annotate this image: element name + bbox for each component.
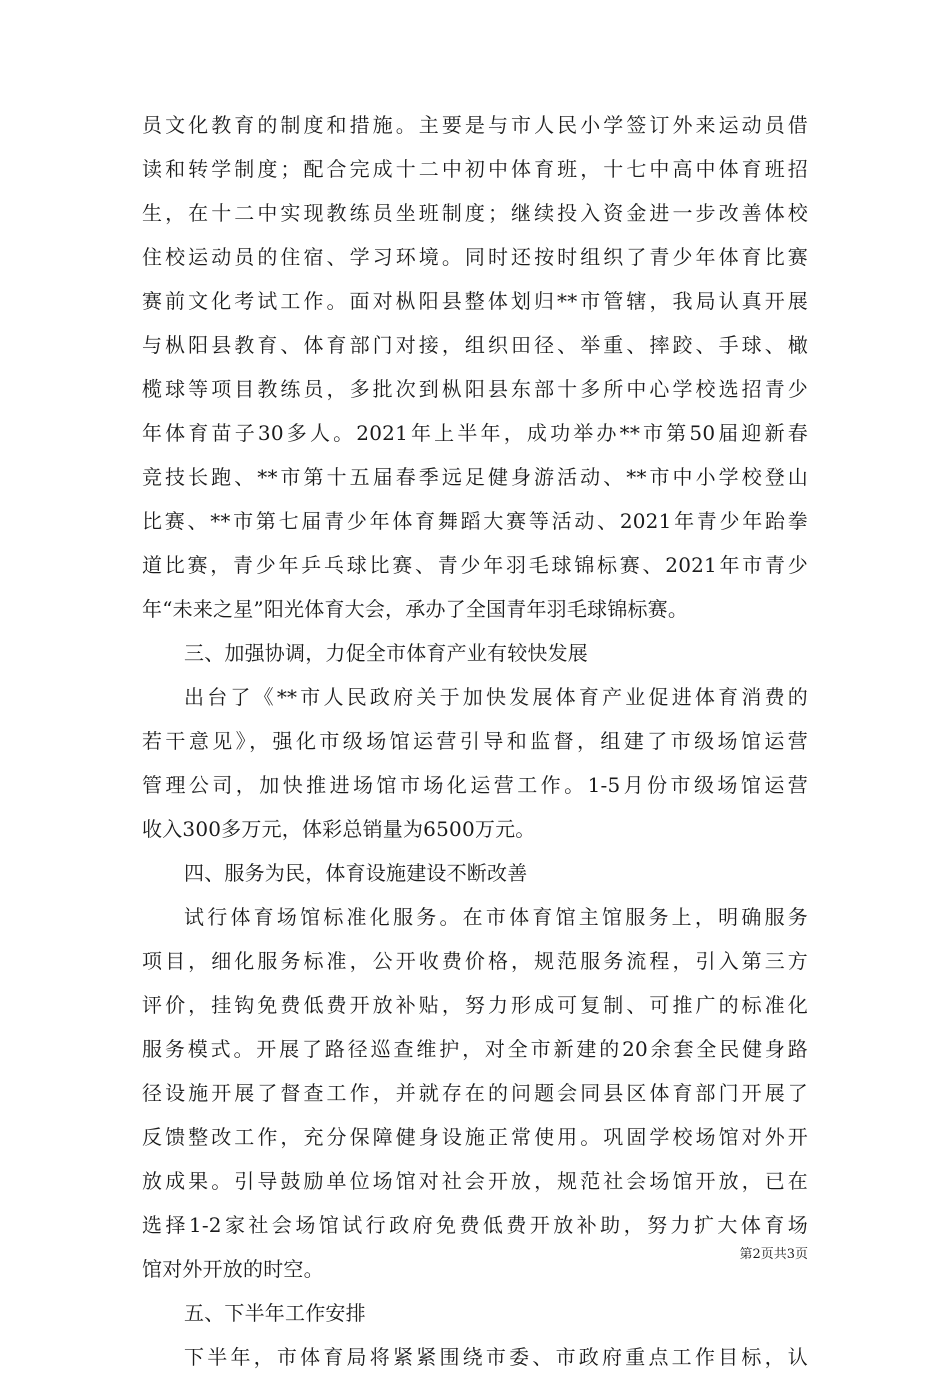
text-line: 反馈整改工作，充分保障健身设施正常使用。巩固学校场馆对外开 (142, 1125, 808, 1149)
document-body (142, 103, 808, 1379)
text-line: 年“未来之星”阳光体育大会，承办了全国青年羽毛球锦标赛。 (142, 597, 689, 621)
text-line: 出台了《**市人民政府关于加快发展体育产业促进体育消费的 (184, 685, 808, 709)
text-line: 赛前文化考试工作。面对枞阳县整体划归**市管辖，我局认真开展 (142, 289, 808, 313)
text-line: 选择1-2家社会场馆试行政府免费低费开放补助，努力扩大体育场 (142, 1213, 808, 1237)
text-line: 道比赛，青少年乒乓球比赛、青少年羽毛球锦标赛、2021年市青少 (142, 553, 808, 577)
text-line: 下半年，市体育局将紧紧围绕市委、市政府重点工作目标，认 (184, 1345, 808, 1369)
text-line: 榄球等项目教练员，多批次到枞阳县东部十多所中心学校选招青少 (142, 377, 808, 401)
text-line: 若干意见》，强化市级场馆运营引导和监督，组建了市级场馆运营 (142, 729, 808, 753)
page-number-footer: 第2页共3页 (739, 1247, 808, 1262)
text-line: 径设施开展了督查工作，并就存在的问题会同县区体育部门开展了 (142, 1081, 808, 1105)
text-line: 评价，挂钩免费低费开放补贴，努力形成可复制、可推广的标准化 (142, 993, 808, 1017)
text-line: 员文化教育的制度和措施。主要是与市人民小学签订外来运动员借 (142, 113, 808, 137)
text-line: 与枞阳县教育、体育部门对接，组织田径、举重、摔跤、手球、橄 (142, 333, 808, 357)
section-heading-4: 四、服务为民，体育设施建设不断改善 (184, 861, 528, 885)
text-line: 管理公司，加快推进场馆市场化运营工作。1-5月份市级场馆运营 (142, 773, 808, 797)
text-line: 比赛、**市第七届青少年体育舞蹈大赛等活动、2021年青少年跆拳 (142, 509, 808, 533)
text-line: 项目，细化服务标准，公开收费价格，规范服务流程，引入第三方 (142, 949, 808, 973)
text-line: 放成果。引导鼓励单位场馆对社会开放，规范社会场馆开放，已在 (142, 1169, 808, 1193)
text-line: 收入300多万元，体彩总销量为6500万元。 (142, 817, 536, 841)
text-line: 服务模式。开展了路径巡查维护，对全市新建的20余套全民健身路 (142, 1037, 808, 1061)
text-line: 住校运动员的住宿、学习环境。同时还按时组织了青少年体育比赛 (142, 245, 808, 269)
text-line: 竞技长跑、**市第十五届春季远足健身游活动、**市中小学校登山 (142, 465, 808, 489)
section-heading-3: 三、加强协调，力促全市体育产业有较快发展 (184, 641, 588, 665)
text-line: 试行体育场馆标准化服务。在市体育馆主馆服务上，明确服务 (184, 905, 808, 929)
section-heading-5: 五、下半年工作安排 (184, 1301, 366, 1325)
text-line: 馆对外开放的时空。 (142, 1257, 324, 1281)
text-line: 读和转学制度；配合完成十二中初中体育班，十七中高中体育班招 (142, 157, 808, 181)
text-line: 年体育苗子30多人。2021年上半年，成功举办**市第50届迎新春 (142, 421, 808, 445)
text-line: 生，在十二中实现教练员坐班制度；继续投入资金进一步改善体校 (142, 201, 808, 225)
